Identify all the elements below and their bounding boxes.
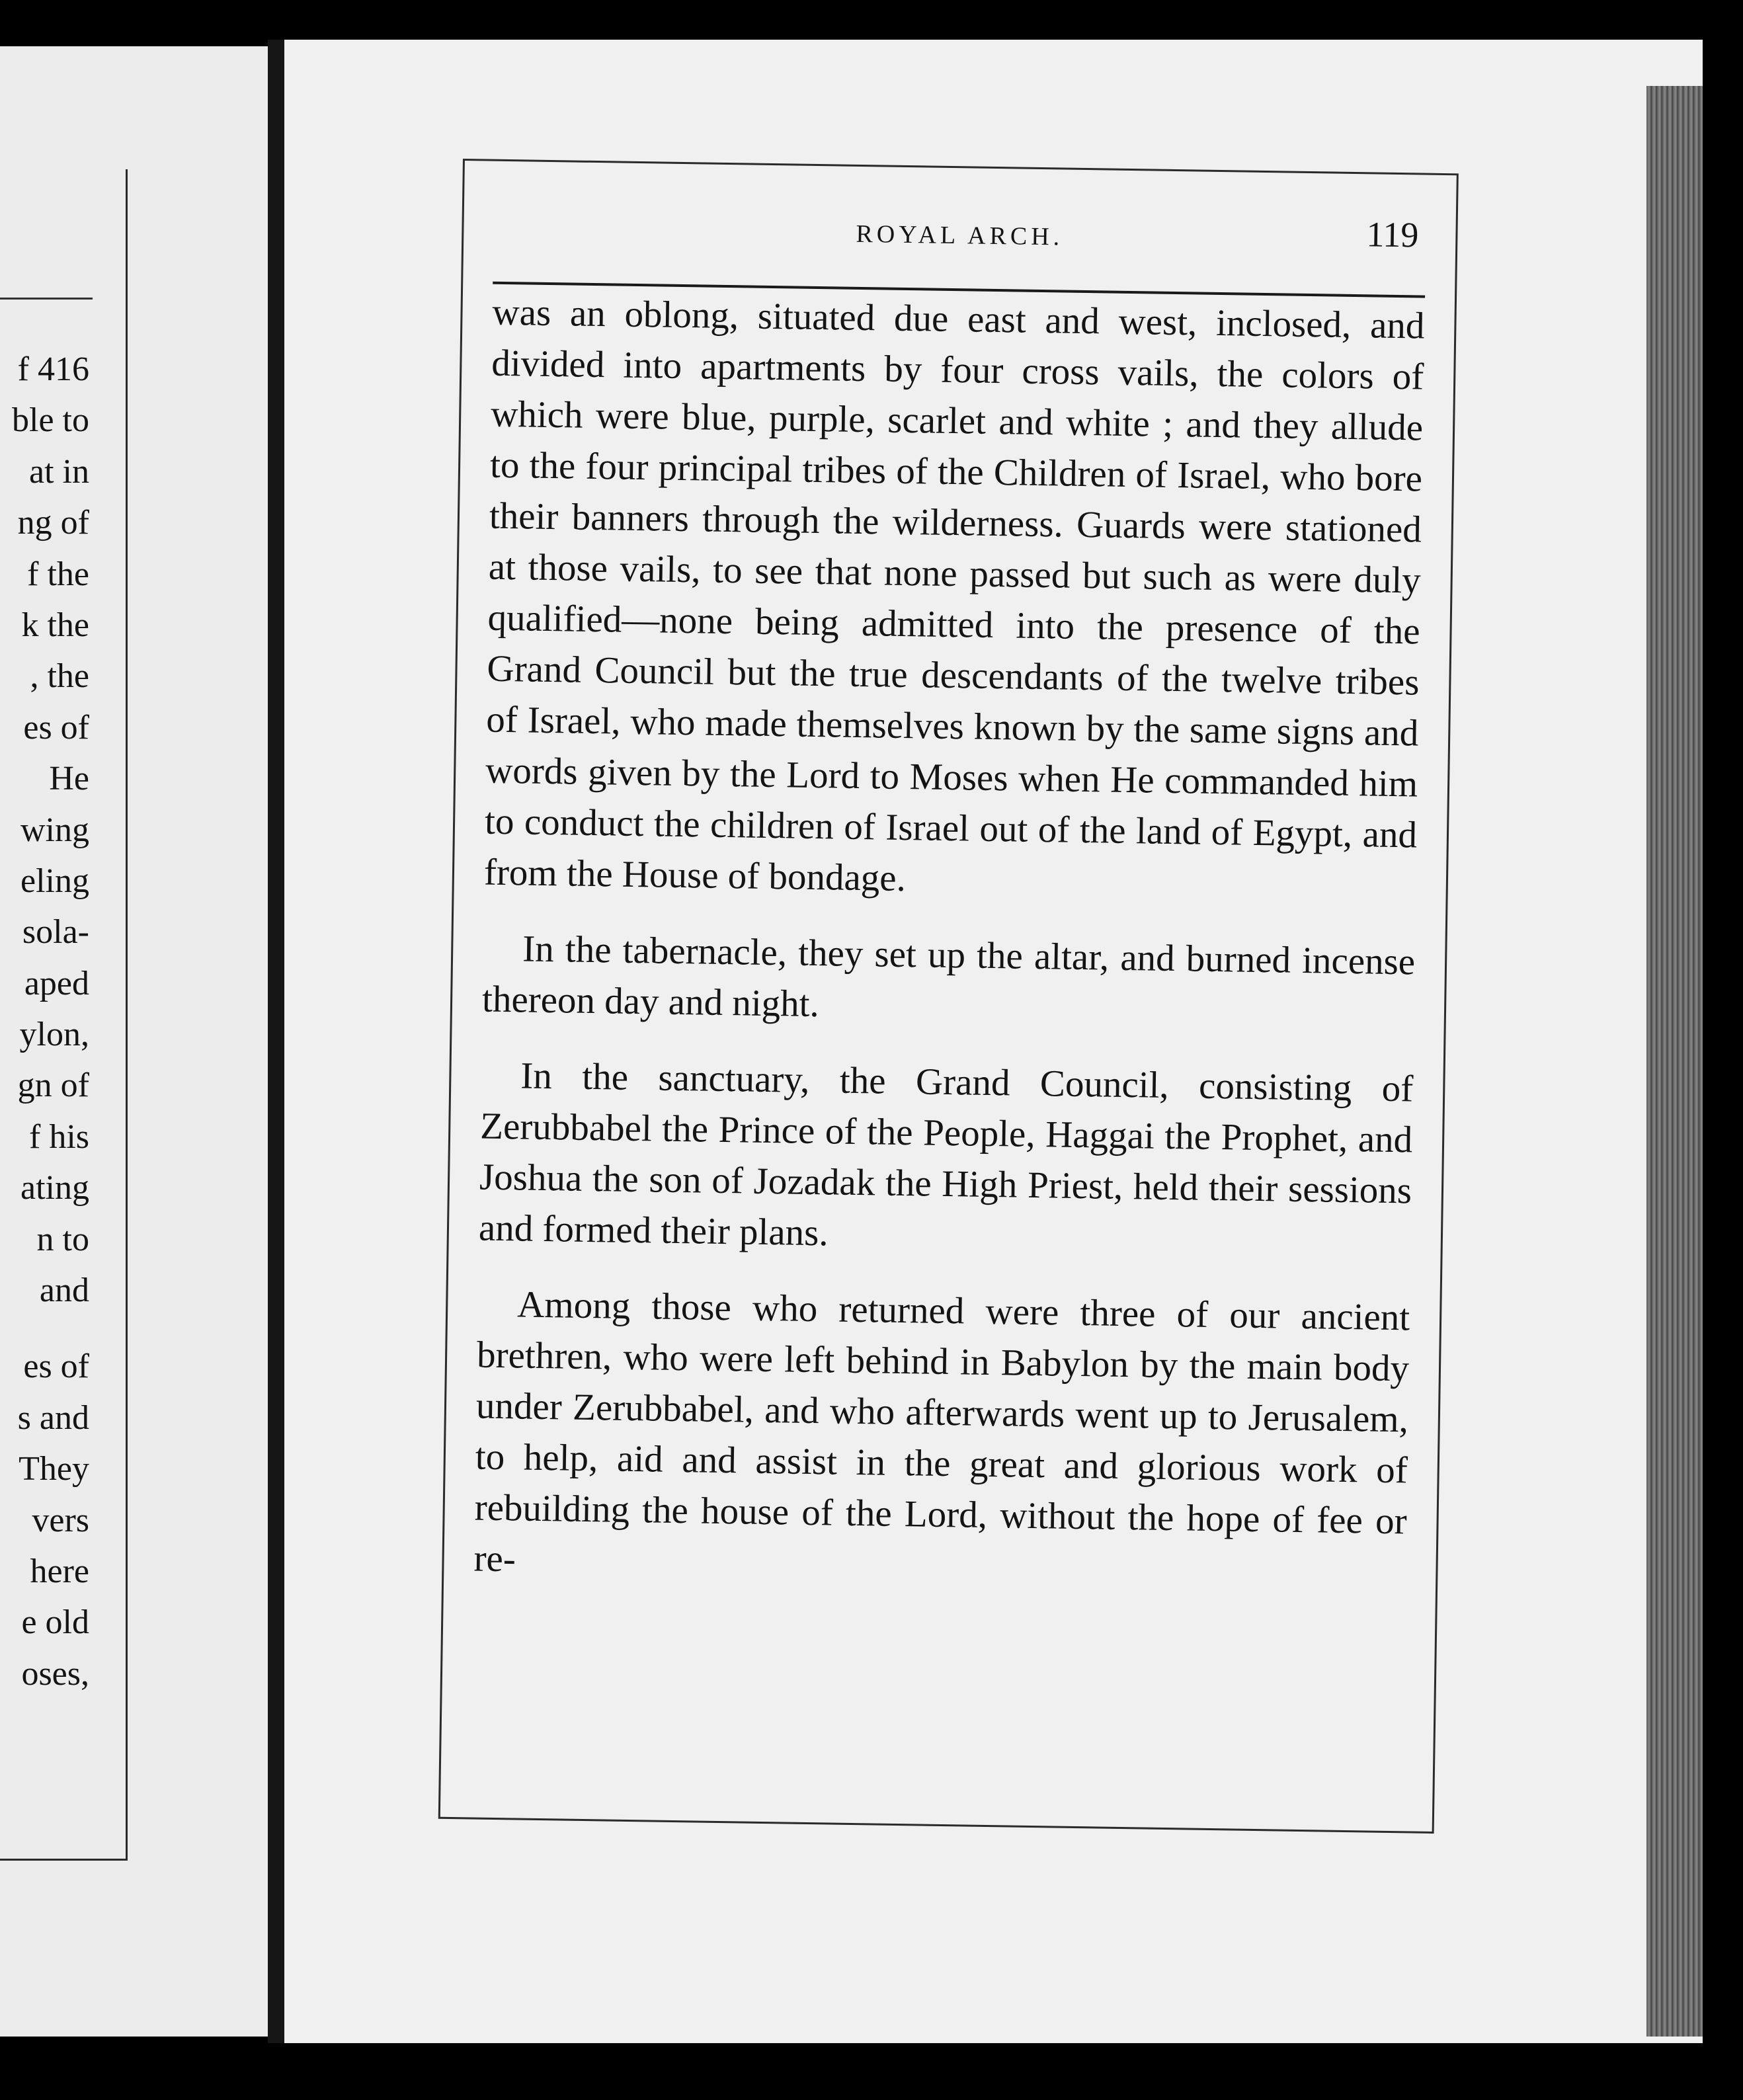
paragraph: In the sanctuary, the Grand Council, consisting of Zerubbabel the Prince of the People, Haggai the Prophet, and Joshua the son of Jozadak the High Priest, held their sessions and formed their plans. — [478, 1055, 1414, 1254]
left-page-line: ng of — [17, 504, 89, 542]
left-page-line: here — [30, 1552, 89, 1590]
left-page-line: k the — [21, 606, 89, 644]
paragraph: was an oblong, situated due east and west, inclosed, and divided into apartments by four cross vails, the colors of which were blue, purple, scarlet and white ; and they allude to the four principal tribes of the Children of Israel, who bore their banners through the wilderness. Guards were stationed at those vails, to see that none passed but such as were duly qualified—none being admitted into the presence of the Grand Council but the true descendants of the twelve tribes of Israel, who made themselves known by the same signs and words given by the Lord to Moses when He commanded him to conduct the children of Israel out of the land of Egypt, and from the House of bondage. — [483, 291, 1425, 900]
text-frame — [438, 159, 1459, 1834]
left-page-line: sola- — [22, 913, 89, 951]
left-page-line: f his — [29, 1117, 89, 1156]
page-number: 119 — [1366, 214, 1419, 255]
left-page-text — [12, 344, 89, 1699]
left-page-line: and — [39, 1272, 89, 1310]
left-page-line: at in — [29, 452, 89, 491]
left-page-line — [12, 1316, 89, 1341]
left-page-line: ylon, — [19, 1016, 89, 1054]
left-page-head-rule — [0, 298, 93, 300]
left-page-line: n to — [36, 1220, 89, 1258]
body-text — [473, 287, 1425, 1598]
left-page-line: wing — [20, 811, 89, 849]
left-page-line: ating — [20, 1169, 89, 1207]
left-page-line: s and — [17, 1398, 89, 1437]
book-edge-shadow — [1703, 40, 1743, 2100]
left-page-line: es of — [23, 1348, 89, 1386]
left-page-line: oses, — [21, 1654, 89, 1693]
left-page-line: They — [19, 1450, 89, 1488]
page-edges — [1646, 86, 1703, 2037]
paragraph: In the tabernacle, they set up the altar, and burned incense thereon day and night. — [481, 928, 1416, 1026]
left-page-line: es of — [23, 708, 89, 747]
left-page-line: aped — [24, 964, 89, 1002]
left-page-line: f 416 — [17, 350, 89, 388]
left-page-line: vers — [32, 1501, 89, 1539]
paragraph: Among those who returned were three of our ancient brethren, who were left behind in Babylon by the main body under Zerubbabel, and who afterwards went up to Jerusalem, to help, aid and assist in the great and glorious work of rebuilding the house of the Lord, without the hope of fee or re- — [473, 1283, 1410, 1580]
running-head: ROYAL ARCH. — [856, 220, 1064, 251]
left-page-line: f the — [27, 555, 89, 593]
left-page-line: , the — [30, 657, 89, 696]
left-page-line: e old — [21, 1603, 89, 1642]
left-page-line: eling — [20, 862, 89, 900]
left-page-line: gn of — [17, 1067, 89, 1105]
left-page — [0, 46, 272, 2037]
left-page-line: He — [49, 760, 89, 798]
left-page-line: ble to — [12, 401, 89, 440]
